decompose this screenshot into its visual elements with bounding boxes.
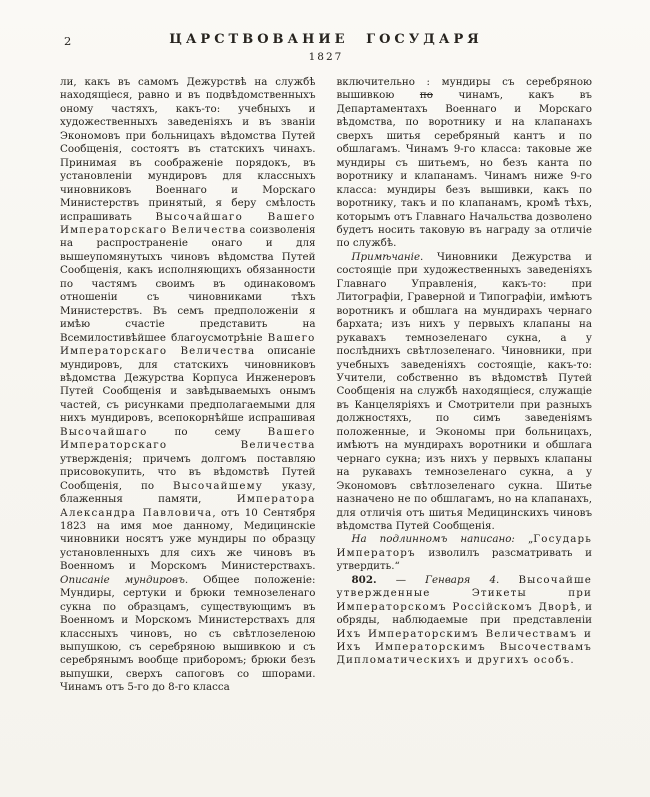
original-inscription-paragraph (337, 533, 593, 573)
text-run: — (376, 573, 426, 586)
text-run: Высочайшему (173, 479, 263, 492)
text-run: указу, блаженныя памяти, (60, 479, 316, 506)
text-run: соизволенія на распространеніе онаго и для вышеупомянутыхъ чиновъ вѣдомства Путей Сообщенія, какъ исполняющихъ обязанности по частямъ своимъ въ одинаковомъ отношеніи съ чиновниками тѣхъ Министерствъ. Въ семъ предположеніи я имѣю счастіе представить на Всемилостивѣйшее благоусмотрѣніе (60, 223, 316, 344)
left-column (60, 76, 316, 695)
text-run: включительно : мундиры съ серебряною вышивкою (336, 76, 592, 102)
page-header (60, 32, 592, 76)
text-run: , отъ 10 Сентября 1823 на имя мое данному, Медицинскіе чиновники носятъ уже мундиры по образцу установленныхъ для сихъ же чиновъ въ Военномъ и Морскомъ Министерствахъ. (60, 506, 316, 573)
text-run: На подлинномъ написано: (351, 533, 528, 546)
text-run: Описаніе мундировъ. (60, 573, 189, 586)
text-run: Государь Императоръ (336, 533, 592, 559)
text-run: изволилъ разсматривать и утвердить.“ (336, 546, 592, 573)
text-run: утвержденія; причемъ долгомъ поставляю присовокупить, что въ вѣдомствѣ Путей Сообщенія, по (60, 452, 316, 492)
text-run: Примѣчаніе. (351, 250, 424, 263)
left-column-paragraph (60, 76, 316, 695)
text-run: ли, какъ въ самомъ Дежурствѣ на службѣ находящіеся, равно и въ подвѣдомственныхъ оному частяхъ, какъ-то: учебныхъ и художественныхъ заведеніяхъ и въ званіи Экономовъ при больницахъ вѣдомства Путей Сообщенія, состоятъ въ статскихъ чинахъ. Принимая въ соображеніе порядокъ, въ установленіи мундировъ для классныхъ чиновниковъ Военнаго и Морскаго Министерствъ принятый, я беру смѣлость испрашивать (60, 76, 316, 223)
text-run: чинамъ, какъ въ Департаментахъ Военнаго и Морскаго вѣдомства, по воротнику и на клапанахъ сверхъ шитья серебряный кантъ и по обшлагамъ. Чинамъ 9-го класса: таковые же мундиры съ шитьемъ, но безъ канта по воротнику и клапанамъ. Чинамъ ниже 9-го класса: мундиры безъ вышивки, какъ по воротнику, такъ и по клапанамъ, кромѣ тѣхъ, которымъ отъ Главнаго Начальства дозволено будетъ носить таковую въ награду за отличіе по службѣ. (336, 89, 592, 250)
right-column-continuation-paragraph (337, 76, 593, 251)
text-run: Высочайшаго Вашего Императорскаго Величества (60, 210, 316, 236)
text-columns (60, 76, 592, 695)
text-run (499, 574, 518, 586)
note-paragraph (337, 251, 593, 534)
text-run: по (419, 89, 433, 102)
text-run: по сему (147, 425, 268, 438)
text-run: 802. (351, 573, 377, 586)
header-year: 1827 (308, 51, 344, 63)
text-run: „ (527, 533, 534, 546)
text-run: Общее положеніе: Мундиры, сертуки и брюки темнозеленаго сукна по образцамъ, существующимъ въ Военномъ и Морскомъ Министерствахъ для классныхъ чиновъ, но съ свѣтлозеленою выпушкою, съ серебряною вышивкою и съ серебрянымъ вообще приборомъ; брюки безъ выпушки, сверхъ сапоговъ со шпорами. Чинамъ отъ 5-го до 8-го класса (60, 573, 316, 694)
text-run: , и обряды, наблюдаемые при представленіи (336, 600, 592, 627)
text-run: Генваря 4. (425, 573, 500, 586)
entry-802-paragraph (337, 574, 593, 668)
right-column (337, 76, 593, 695)
text-run: Высочайшаго (60, 425, 148, 438)
running-title: ЦАРСТВОВАНИЕ ГОСУДАРЯ (169, 32, 483, 47)
page-number: 2 (64, 34, 72, 48)
text-run: Ихъ Императорскимъ Величествамъ и Ихъ Императорскимъ Высочествамъ Дипломатическихъ и другихъ особъ (336, 627, 592, 667)
text-run: Вашего Императорскаго Величества (60, 425, 316, 452)
text-run: . (570, 654, 574, 667)
text-run: Императора Александра Павловича (60, 493, 316, 519)
text-run: Вашего Императорскаго Величества (60, 331, 316, 358)
text-run: Высочайше утвержденные Этикеты при Императорскомъ Россійскомъ Дворѣ (336, 573, 592, 613)
text-run: Чиновники Дежурства и состоящіе при художественныхъ заведеніяхъ Главнаго Управленія, какъ-то: при Литографіи, Граверной и Типографіи, имѣютъ воротникъ и обшлага на мундирахъ чернаго бархата; изъ нихъ у первыхъ клапаны на рукавахъ темнозеленаго сукна, а у послѣднихъ свѣтлозеленаго. Чиновники, при учебныхъ заведеніяхъ состоящіе, какъ-то: Учители, собственно въ вѣдомствѣ Путей Сообщенія на службѣ находящіеся, служащіе въ Канцеляріяхъ и Смотрители при разныхъ должностяхъ, по симъ заведеніямъ положенные, и Экономы при больницахъ, имѣютъ на мундирахъ воротники и обшлага чернаго сукна; изъ нихъ у первыхъ клапаны на рукавахъ темнозеленаго сукна, а у Экономовъ свѣтлозеленаго сукна. Шитье назначено не по обшлагамъ, но на клапанахъ, для отличія отъ шитья Медицинскихъ чиновъ вѣдомства Путей Сообщенія. (336, 250, 592, 532)
text-run: описаніе мундировъ, для статскихъ чиновниковъ вѣдомства Дежурства Корпуса Инженеровъ Путей Сообщенія и завѣдываемыхъ онымъ частей, съ рисунками предполагаемыми для нихъ мундировъ, всепокорнѣйше испрашивая (60, 345, 316, 425)
